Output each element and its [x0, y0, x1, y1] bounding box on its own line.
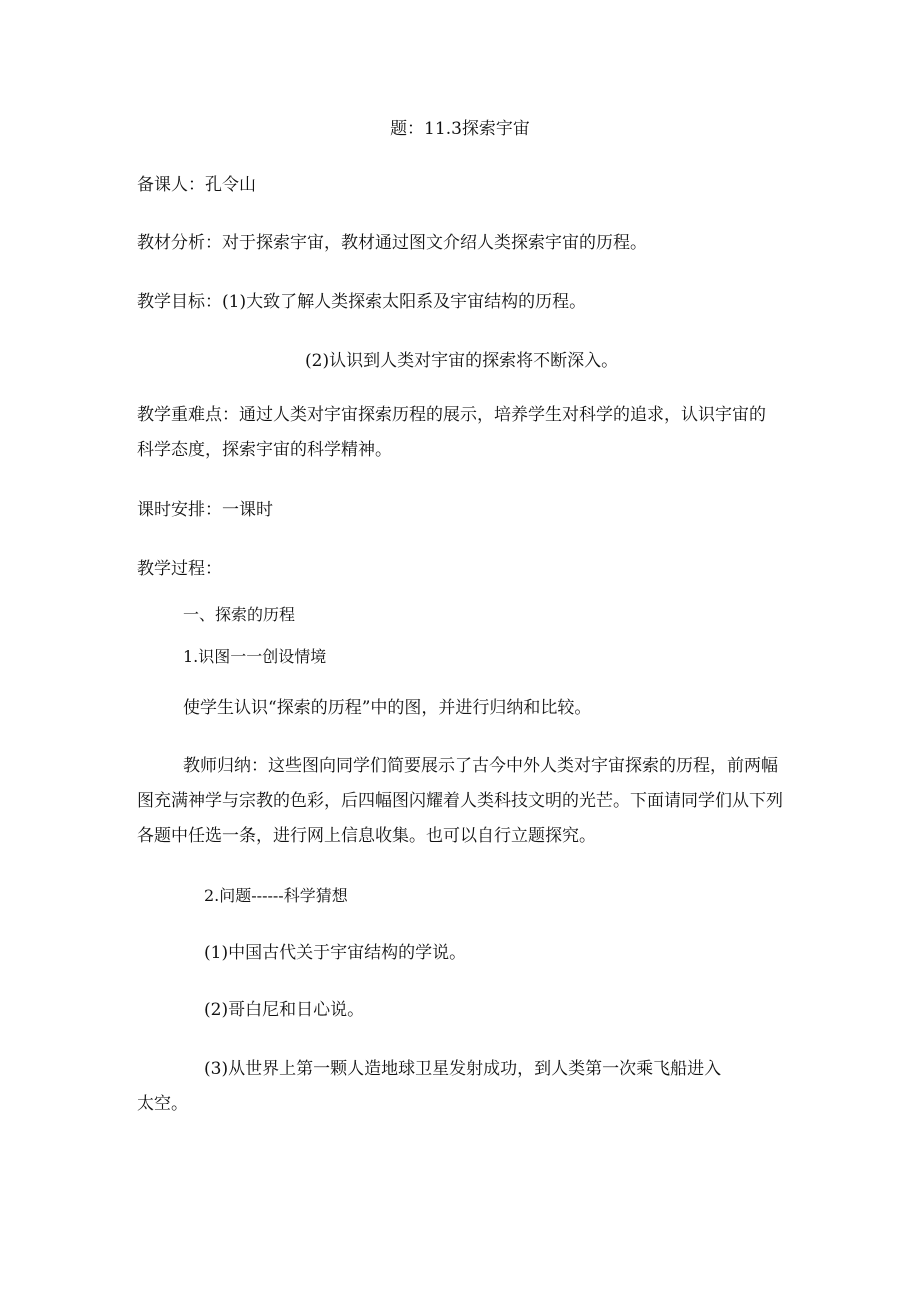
question-3-line-1: (3)从世界上第一颗人造地球卫星发射成功，到人类第一次乘飞船进入 — [204, 1059, 722, 1079]
summary-line-1: 教师归纳：这些图向同学们简要展示了古今中外人类对宇宙探索的历程，前两幅 — [183, 756, 778, 776]
question-3-line-2: 太空。 — [137, 1094, 188, 1114]
process-heading: 教学过程： — [137, 559, 222, 579]
goal-line-2: (2)认识到人类对宇宙的探索将不断深入。 — [305, 351, 619, 371]
question-1: (1)中国古代关于宇宙结构的学说。 — [204, 943, 467, 963]
key-points-line-1: 教学重难点：通过人类对宇宙探索历程的展示，培养学生对科学的追求，认识宇宙的 — [137, 405, 766, 425]
list-item-1-description: 使学生认识“探索的历程”中的图，并进行归纳和比较。 — [183, 698, 592, 718]
key-points-line-2: 科学态度，探索宇宙的科学精神。 — [137, 440, 392, 460]
question-2: (2)哥白尼和日心说。 — [204, 1000, 365, 1020]
summary-line-2: 图充满神学与宗教的色彩，后四幅图闪耀着人类科技文明的光芒。下面请同学们从下列 — [137, 791, 783, 811]
list-item-1: 1.识图一一创设情境 — [183, 647, 327, 666]
analysis-line: 教材分析：对于探索宇宙，教材通过图文介绍人类探索宇宙的历程。 — [137, 233, 647, 253]
summary-line-3: 各题中任选一条，进行网上信息收集。也可以自行立题探究。 — [137, 826, 596, 846]
document-title: 题：11.3探索宇宙 — [390, 119, 530, 139]
list-item-2: 2.问题------科学猜想 — [204, 886, 348, 905]
goal-line-1: 教学目标：(1)大致了解人类探索太阳系及宇宙结构的历程。 — [137, 292, 587, 312]
section-heading: 一、探索的历程 — [183, 605, 296, 624]
preparer-line: 备课人：孔令山 — [137, 175, 256, 195]
schedule-line: 课时安排：一课时 — [137, 500, 273, 520]
